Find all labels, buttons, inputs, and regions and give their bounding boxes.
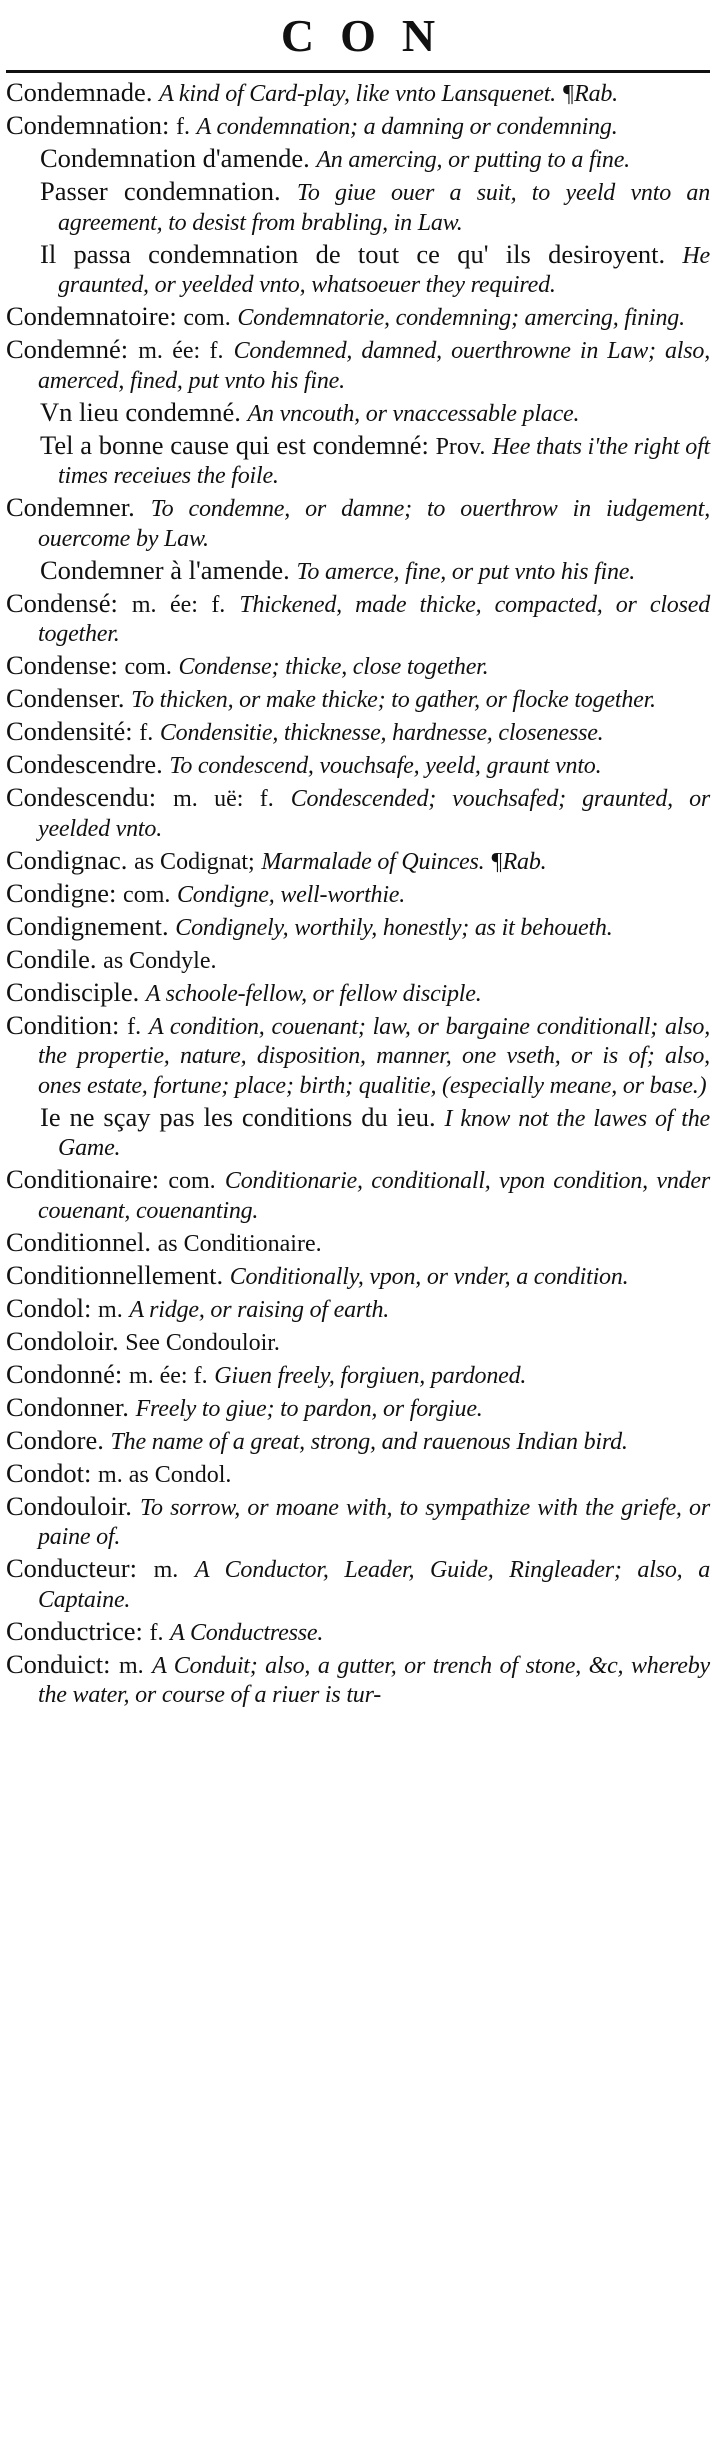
headword: Condemnade. — [6, 77, 153, 107]
headword: Condescendu: — [6, 782, 157, 812]
dictionary-entry — [6, 112, 710, 142]
headword: Condigne: — [6, 877, 117, 908]
definition: A condition, couenant; law, or bargaine conditionall; also, the propertie, nature, disposition, manner, one vseth, or is of; also, ones estate, fortune; place; birth; qualitie, (especially meane, or base.) — [38, 1013, 711, 1099]
definition: Giuen freely, forgiuen, pardoned. — [214, 1362, 527, 1389]
headword: Condot: — [6, 1457, 92, 1488]
definition: An amercing, or putting to a fine. — [316, 147, 630, 173]
grammar-note: See Condouloir. — [125, 1329, 280, 1356]
definition: Condigne, well-worthie. — [177, 881, 406, 908]
grammar-note: Prov. — [435, 433, 486, 460]
definition: A Conductresse. — [170, 1619, 324, 1646]
grammar-note: m. ée: f. — [138, 338, 224, 364]
sub-entry — [6, 554, 710, 587]
dictionary-entry — [6, 877, 710, 910]
grammar-note: f. — [139, 720, 154, 746]
definition: To thicken, or make thicke; to gather, or flocke together. — [131, 687, 656, 713]
headword: Condescendre. — [6, 749, 163, 779]
headword: Condition: — [6, 1009, 120, 1040]
dictionary-entry — [6, 1325, 710, 1358]
definition: Conditionarie, conditionall, vpon condition, vnder couenant, couenanting. — [38, 1168, 711, 1224]
headword: Condensité: — [6, 716, 133, 746]
grammar-note: m. ée: f. — [128, 1362, 208, 1389]
definition: A condemnation; a damning or condemning. — [196, 114, 618, 140]
definition: A schoole-fellow, or fellow disciple. — [145, 980, 482, 1007]
grammar-note: as Codignat; — [134, 848, 255, 875]
dictionary-entry — [6, 1457, 710, 1490]
sub-entry — [6, 178, 710, 237]
definition: Condemnatorie, condemning; amercing, fining. — [237, 305, 685, 331]
dictionary-entry — [6, 1615, 710, 1648]
sub-entry — [6, 396, 710, 429]
dictionary-entry — [6, 1166, 710, 1225]
headword: Condenser. — [6, 683, 125, 713]
grammar-note: as Condyle. — [103, 947, 217, 974]
dictionary-entry — [6, 1259, 710, 1292]
dictionary-entry — [6, 1358, 710, 1391]
running-head: CON — [280, 9, 462, 61]
headword: Conditionaire: — [6, 1164, 160, 1194]
sub-entry — [6, 238, 711, 300]
headword: Condisciple. — [6, 976, 140, 1007]
grammar-note: com. — [168, 1168, 216, 1194]
headword: Conduict: — [6, 1648, 111, 1679]
headword: Tel a bonne cause qui est condemné: — [40, 429, 429, 460]
definition: A Conductor, Leader, Guide, Ringleader; also, a Captaine. — [38, 1557, 710, 1613]
sub-entry — [6, 429, 711, 491]
definition: A ridge, or raising of earth. — [129, 1296, 390, 1323]
definition: A Conduit; also, a gutter, or trench of stone, &c, whereby the water, or course of a riuer is tur- — [38, 1652, 711, 1708]
headword: Condensé: — [6, 587, 118, 618]
headword: Condonner. — [6, 1391, 129, 1422]
dictionary-entry — [6, 1226, 710, 1259]
dictionary-entry — [6, 494, 710, 553]
headword: Conducteur: — [6, 1553, 137, 1583]
headword: Il passa condemnation de tout ce qu' ils desiroyent. — [40, 238, 666, 269]
dictionary-entry — [6, 1424, 710, 1457]
definition: Hee thats i'the right oft times receiues the foile. — [58, 433, 711, 489]
sub-entry — [6, 145, 710, 175]
dictionary-entry — [6, 1009, 711, 1101]
grammar-note: m. uë: f. — [173, 786, 274, 812]
headword: Condile. — [6, 943, 97, 974]
dictionary-entry — [6, 844, 710, 877]
headword: Conditionnellement. — [6, 1259, 224, 1290]
dictionary-entry — [6, 910, 710, 943]
grammar-note: com. — [123, 881, 171, 908]
definition: He graunted, or yeelded vnto, whatsoeuer they required. — [58, 242, 711, 298]
dictionary-entry — [6, 718, 710, 748]
definition: Marmalade of Quinces. ¶Rab. — [261, 848, 547, 875]
header-rule — [6, 70, 710, 73]
dictionary-entry — [6, 976, 710, 1009]
dictionary-entry — [6, 303, 710, 333]
dictionary-entry — [6, 79, 710, 109]
grammar-note: m. ée: f. — [131, 591, 226, 618]
dictionary-entry — [6, 587, 710, 649]
definition: Condensitie, thicknesse, hardnesse, closenesse. — [159, 720, 604, 746]
grammar-note: m. as Condol. — [98, 1461, 232, 1488]
headword: Condemnation d'amende. — [40, 143, 310, 173]
dictionary-entry — [6, 1490, 710, 1552]
headword: Condouloir. — [6, 1490, 132, 1521]
dictionary-entry — [6, 784, 710, 843]
headword: Condignement. — [6, 910, 169, 941]
dictionary-entry — [6, 1555, 710, 1614]
headword: Condense: — [6, 650, 118, 680]
grammar-note: as Conditionaire. — [157, 1230, 322, 1257]
headword: Condemner. — [6, 492, 135, 522]
headword: Vn lieu condemné. — [40, 396, 241, 427]
sub-entry — [6, 1101, 711, 1163]
headword: Condemné: — [6, 334, 129, 364]
grammar-note: f. — [176, 114, 191, 140]
headword: Condoloir. — [6, 1325, 119, 1356]
definition: An vncouth, or vnaccessable place. — [247, 400, 580, 427]
definition: The name of a great, strong, and rauenous Indian bird. — [110, 1428, 628, 1455]
grammar-note: f. — [149, 1619, 164, 1646]
headword: Passer condemnation. — [40, 176, 281, 206]
headword: Condemnation: — [6, 110, 170, 140]
headword: Condignac. — [6, 844, 128, 875]
definition: Conditionally, vpon, or vnder, a condition. — [229, 1263, 629, 1290]
definition: To sorrow, or moane with, to sympathize with the griefe, or paine of. — [38, 1494, 710, 1550]
definition: Condense; thicke, close together. — [178, 654, 489, 680]
definition: Thickened, made thicke, compacted, or closed together. — [38, 591, 710, 647]
dictionary-entry — [6, 336, 710, 395]
definition: Freely to giue; to pardon, or forgiue. — [135, 1395, 483, 1422]
definition: To condemne, or damne; to ouerthrow in iudgement, ouercome by Law. — [38, 496, 710, 552]
entry-list — [6, 79, 710, 1710]
dictionary-entry — [6, 943, 710, 976]
dictionary-entry — [6, 652, 710, 682]
headword: Condemnatoire: — [6, 301, 177, 331]
grammar-note: m. — [153, 1557, 179, 1583]
dictionary-entry — [6, 1391, 710, 1424]
grammar-note: m. — [98, 1296, 123, 1323]
definition: A kind of Card-play, like vnto Lansquenet. ¶Rab. — [159, 81, 618, 107]
definition: Condescended; vouchsafed; graunted, or yeelded vnto. — [38, 786, 711, 842]
headword: Condemner à l'amende. — [40, 554, 290, 585]
headword: Condore. — [6, 1424, 104, 1455]
grammar-note: f. — [127, 1013, 142, 1040]
dictionary-entry — [6, 685, 710, 715]
dictionary-entry — [6, 751, 710, 781]
definition: To condescend, vouchsafe, yeeld, graunt vnto. — [169, 753, 602, 779]
headword: Conductrice: — [6, 1615, 143, 1646]
definition: To giue ouer a suit, to yeeld vnto an agreement, to desist from brabling, in Law. — [58, 180, 710, 236]
headword: Condonné: — [6, 1358, 123, 1389]
grammar-note: com. — [183, 305, 231, 331]
headword: Ie ne sçay pas les conditions du ieu. — [40, 1101, 436, 1132]
definition: I know not the lawes of the Game. — [58, 1105, 711, 1161]
dictionary-entry — [6, 1648, 711, 1710]
definition: Condignely, worthily, honestly; as it behoueth. — [175, 914, 613, 941]
definition: Condemned, damned, ouerthrowne in Law; also, amerced, fined, put vnto his fine. — [38, 338, 711, 394]
definition: To amerce, fine, or put vnto his fine. — [296, 558, 636, 585]
grammar-note: com. — [124, 654, 172, 680]
dictionary-entry — [6, 1292, 710, 1325]
grammar-note: m. — [119, 1652, 144, 1679]
headword: Condol: — [6, 1292, 92, 1323]
headword: Conditionnel. — [6, 1226, 152, 1257]
